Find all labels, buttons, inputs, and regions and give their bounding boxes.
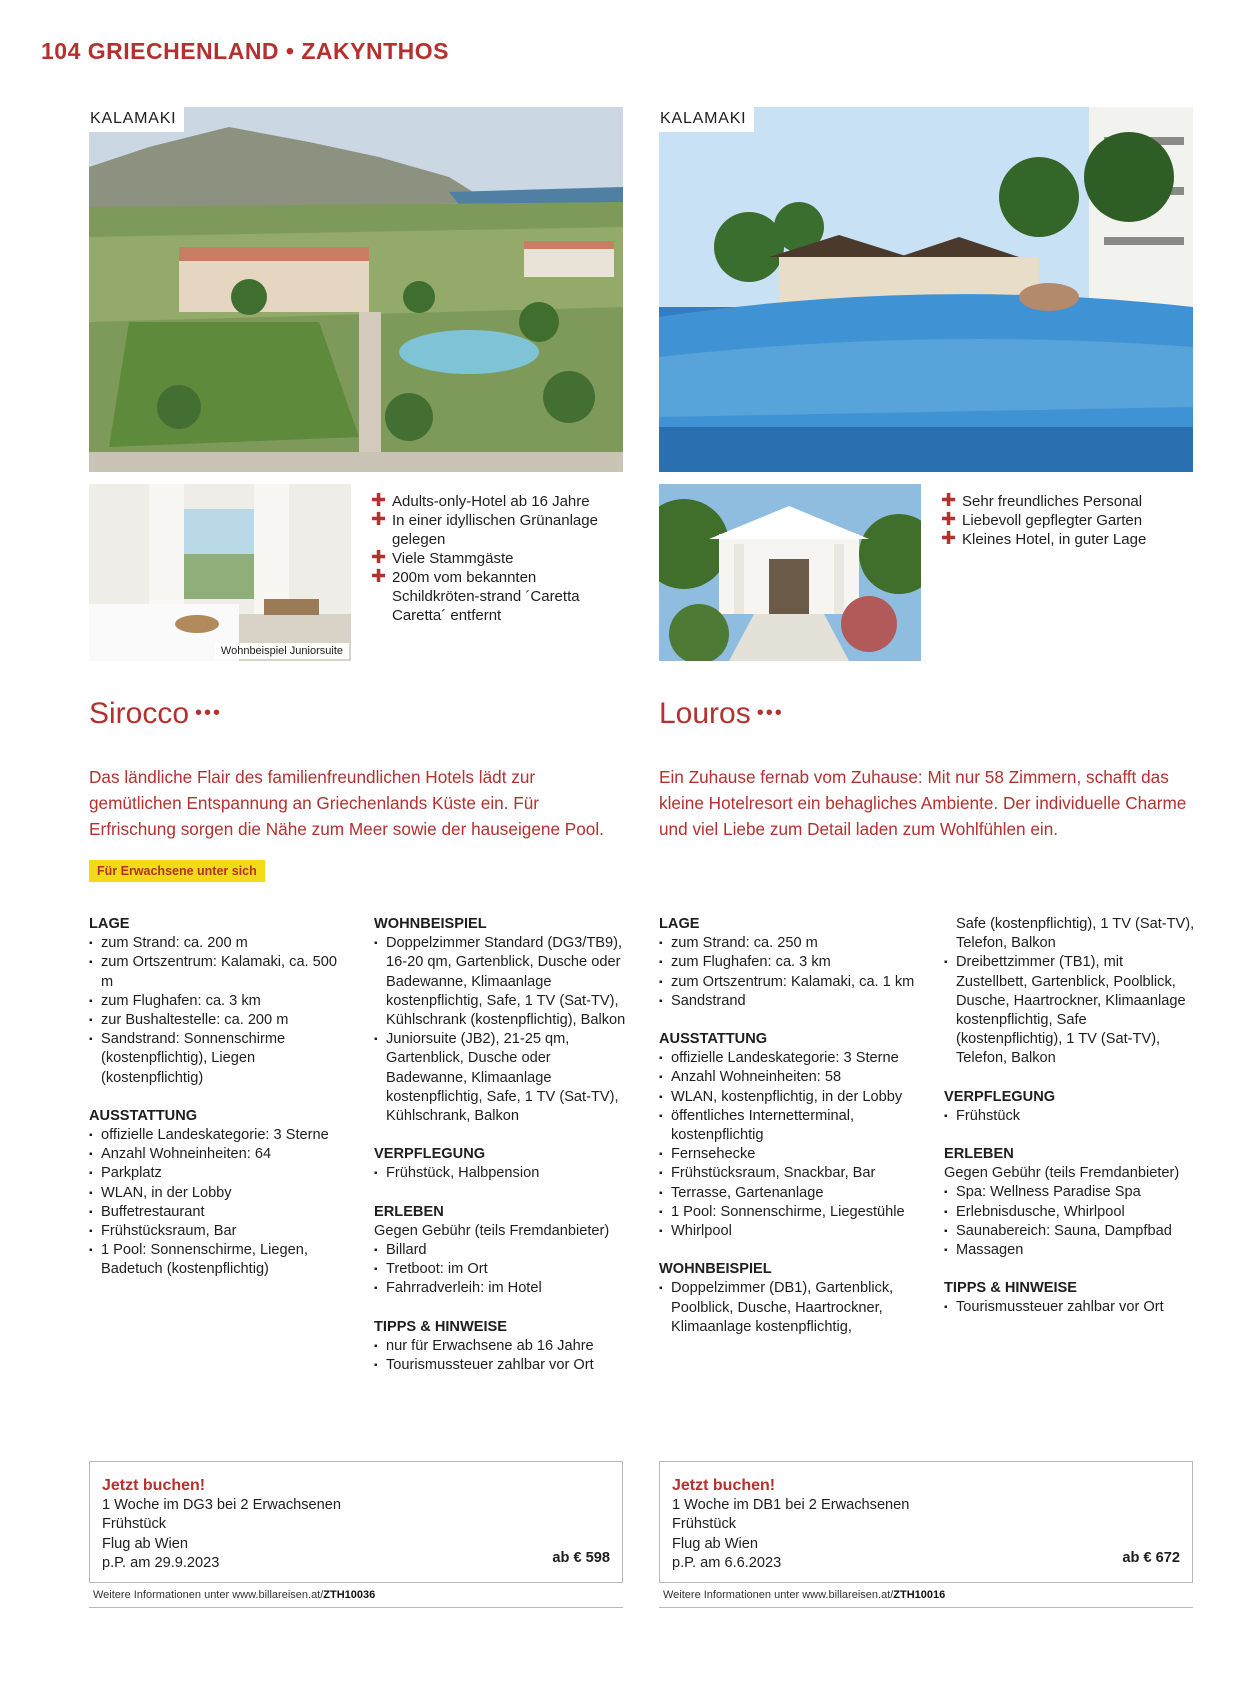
list-item: ▪ zum Ortszentrum: Kalamaki, ca. 500 m: [89, 953, 351, 991]
highlight-item: ✚ Adults-only-Hotel ab 16 Jahre: [371, 490, 590, 510]
list-item: ▪ Frühstücksraum, Snackbar, Bar: [659, 1164, 921, 1183]
wohnbeispiel-list: [659, 1279, 921, 1337]
pool-image: [659, 107, 1193, 472]
star-rating: •••: [195, 702, 223, 724]
more-info-line: Weitere Informationen unter www.billareisen.at/ZTH10036: [89, 1585, 623, 1608]
section-heading: LAGE: [659, 916, 700, 932]
offer-code-link[interactable]: ZTH10036: [323, 1589, 376, 1601]
thumb-caption: Wohnbeispiel Juniorsuite: [215, 643, 349, 659]
plus-icon: ✚: [941, 528, 957, 548]
star-rating: •••: [756, 702, 784, 724]
list-item: ▪ Fernsehecke: [659, 1145, 921, 1164]
list-item: ▪ Sandstrand: [659, 992, 921, 1011]
plus-icon: ✚: [371, 547, 387, 567]
highlights-list: [941, 492, 1193, 549]
section-heading: TIPPS & HINWEISE: [944, 1280, 1077, 1297]
list-item: ▪ Tourismussteuer zahlbar vor Ort: [944, 1298, 1196, 1317]
aerial-hotel-image: [89, 107, 623, 472]
list-item: ▪ Anzahl Wohneinheiten: 64: [89, 1145, 351, 1164]
list-item: ▪ Tourismussteuer zahlbar vor Ort: [374, 1356, 626, 1375]
highlight-item: ✚ Liebevoll gepflegter Garten: [941, 509, 1143, 529]
list-item: ▪ öffentliches Internetterminal, kostenpflichtig: [659, 1107, 921, 1145]
section-heading: WOHNBEISPIEL: [659, 1261, 772, 1278]
highlight-item: ✚ Viele Stammgäste: [371, 547, 514, 567]
booking-line: 1 Woche im DB1 bei 2 Erwachsenen: [672, 1497, 910, 1514]
erleben-intro: Gegen Gebühr (teils Fremdanbieter): [944, 1165, 1180, 1182]
booking-line: Flug ab Wien: [672, 1535, 758, 1552]
info-column-right: [944, 915, 1196, 1337]
list-item: ▪ Massagen: [944, 1241, 1196, 1260]
tipps-list: [944, 1298, 1196, 1317]
section-heading: ERLEBEN: [374, 1203, 444, 1220]
highlight-item: ✚ Sehr freundliches Personal: [941, 490, 1143, 510]
erleben-intro: Gegen Gebühr (teils Fremdanbieter): [374, 1222, 610, 1239]
list-item: ▪ nur für Erwachsene ab 16 Jahre: [374, 1337, 626, 1356]
highlight-item: ✚ In einer idyllischen Grünanlage gelegen: [371, 509, 598, 548]
section-heading: AUSSTATTUNG: [659, 1031, 768, 1048]
tipps-list: [374, 1337, 626, 1375]
list-item: ▪ Frühstück: [944, 1107, 1196, 1126]
erleben-list: [374, 1241, 626, 1299]
sirocco-room-photo: [89, 484, 351, 661]
list-item: ▪ WLAN, kostenpflichtig, in der Lobby: [659, 1088, 921, 1107]
louros-hero-photo: [659, 107, 1193, 472]
offer-code-link[interactable]: ZTH10016: [893, 1589, 946, 1601]
location-label: KALAMAKI: [659, 107, 754, 132]
info-column-left: [89, 915, 351, 1299]
list-item: ▪ zum Strand: ca. 250 m: [659, 934, 921, 953]
location-label: KALAMAKI: [89, 107, 184, 132]
list-item: ▪ Spa: Wellness Paradise Spa: [944, 1183, 1196, 1202]
list-item: ▪ Terrasse, Gartenanlage: [659, 1184, 921, 1203]
plus-icon: ✚: [941, 490, 957, 510]
list-item: ▪ Sandstrand: Sonnenschirme (kostenpflichtig), Liegen (kostenpflichtig): [89, 1030, 351, 1088]
list-item: ▪ zum Flughafen: ca. 3 km: [659, 953, 921, 972]
list-item-continued: Safe (kostenpflichtig), 1 TV (Sat-TV), Telefon, Balkon: [956, 916, 1195, 952]
lage-list: [659, 934, 921, 1011]
booking-line: Frühstück: [102, 1516, 167, 1533]
hotel-name: Louros •••: [659, 697, 784, 730]
list-item: ▪ offizielle Landeskategorie: 3 Sterne: [89, 1126, 351, 1145]
section-heading: AUSSTATTUNG: [89, 1107, 198, 1124]
list-item: ▪ zur Bushaltestelle: ca. 200 m: [89, 1011, 351, 1030]
ausstattung-list: [89, 1126, 351, 1280]
list-item: ▪ Parkplatz: [89, 1164, 351, 1183]
list-item: ▪ Frühstück, Halbpension: [374, 1164, 626, 1183]
list-item: ▪ Tretboot: im Ort: [374, 1260, 626, 1279]
booking-line: 1 Woche im DG3 bei 2 Erwachsenen: [102, 1497, 342, 1514]
entrance-image: [659, 484, 921, 661]
section-heading: LAGE: [89, 916, 130, 932]
highlights-list: [371, 492, 623, 625]
info-column-left: [659, 915, 921, 1356]
page-number: 104: [41, 38, 81, 64]
more-info-line: Weitere Informationen unter www.billareisen.at/ZTH10016: [659, 1585, 1193, 1608]
booking-line: p.P. am 29.9.2023: [102, 1554, 220, 1571]
section-heading: WOHNBEISPIEL: [374, 916, 487, 932]
list-item: ▪ Juniorsuite (JB2), 21-25 qm, Gartenblick, Dusche oder Badewanne, Klimaanlage kostenpflichtig, Safe, 1 TV (Sat-TV), Kühlschrank, Balkon: [374, 1030, 626, 1126]
ausstattung-list: [659, 1049, 921, 1241]
verpflegung-list: [944, 1107, 1196, 1126]
section-heading: TIPPS & HINWEISE: [374, 1318, 507, 1335]
list-item: ▪ Buffetrestaurant: [89, 1203, 351, 1222]
booking-price: ab € 672: [1122, 1549, 1180, 1566]
wohnbeispiel-list-continued: [944, 915, 1196, 1069]
section-heading: VERPFLEGUNG: [374, 1146, 486, 1163]
booking-box[interactable]: [89, 1461, 623, 1583]
hotel-sirocco: [89, 0, 626, 1687]
lage-list: [89, 934, 351, 1088]
booking-price: ab € 598: [552, 1549, 610, 1566]
list-item: ▪ zum Flughafen: ca. 3 km: [89, 992, 351, 1011]
list-item: ▪ Doppelzimmer Standard (DG3/TB9), 16-20 qm, Gartenblick, Dusche oder Badewanne, Klimaanlage kostenpflichtig, Safe, 1 TV (Sat-TV), Kühlschrank (kostenpflichtig), Balkon: [374, 934, 626, 1030]
list-item: ▪ Billard: [374, 1241, 626, 1260]
region-title: GRIECHENLAND • ZAKYNTHOS: [87, 38, 449, 64]
wohnbeispiel-list: [374, 934, 626, 1126]
list-item: ▪ zum Strand: ca. 200 m: [89, 934, 351, 953]
list-item: ▪ offizielle Landeskategorie: 3 Sterne: [659, 1049, 921, 1068]
list-item: ▪ Saunabereich: Sauna, Dampfbad: [944, 1222, 1196, 1241]
erleben-list: [944, 1183, 1196, 1260]
section-heading: VERPFLEGUNG: [944, 1088, 1056, 1105]
list-item: ▪ Anzahl Wohneinheiten: 58: [659, 1068, 921, 1087]
plus-icon: ✚: [941, 509, 957, 529]
room-image: [89, 484, 351, 661]
hotel-intro: Das ländliche Flair des familienfreundlichen Hotels lädt zur gemütlichen Entspannung an Griechenlands Küste ein. Für Erfrischung sorgen die Nähe zum Meer sowie der hauseigene Pool.: [89, 767, 604, 839]
list-item: ▪ Erlebnisdusche, Whirlpool: [944, 1203, 1196, 1222]
hotel-louros: [659, 0, 1193, 1687]
list-item: ▪ 1 Pool: Sonnenschirme, Liegen, Badetuch (kostenpflichtig): [89, 1241, 351, 1279]
list-item: ▪ Frühstücksraum, Bar: [89, 1222, 351, 1241]
list-item: ▪ Doppelzimmer (DB1), Gartenblick, Poolblick, Dusche, Haartrockner, Klimaanlage kostenpflichtig,: [659, 1279, 921, 1337]
list-item: ▪ Fahrradverleih: im Hotel: [374, 1279, 626, 1298]
hotel-intro: Ein Zuhause fernab vom Zuhause: Mit nur 58 Zimmern, schafft das kleine Hotelresort ein behagliches Ambiente. Der individuelle Charme und viel Liebe zum Detail laden zum Wohlfühlen ein.: [659, 767, 1187, 839]
highlight-item: ✚ 200m vom bekannten Schildkröten-strand ´Caretta Caretta´ entfernt: [371, 566, 580, 624]
plus-icon: ✚: [371, 566, 387, 586]
booking-title[interactable]: Jetzt buchen!: [672, 1477, 776, 1494]
plus-icon: ✚: [371, 490, 387, 510]
booking-line: Flug ab Wien: [102, 1535, 188, 1552]
highlight-item: ✚ Kleines Hotel, in guter Lage: [941, 528, 1147, 548]
plus-icon: ✚: [371, 509, 387, 529]
adults-badge: Für Erwachsene unter sich: [89, 860, 265, 882]
info-column-right: [374, 915, 626, 1394]
booking-box[interactable]: [659, 1461, 1193, 1583]
verpflegung-list: [374, 1164, 626, 1183]
list-item: ▪ zum Ortszentrum: Kalamaki, ca. 1 km: [659, 973, 921, 992]
list-item: ▪ Whirlpool: [659, 1222, 921, 1241]
list-item: ▪ Dreibettzimmer (TB1), mit Zustellbett, Gartenblick, Poolblick, Dusche, Haartrockner, Klimaanlage kostenpflichtig, Safe (kostenpflichtig), 1 TV (Sat-TV), Telefon, Balkon: [944, 953, 1196, 1068]
list-item: ▪ WLAN, in der Lobby: [89, 1184, 351, 1203]
list-item: ▪ 1 Pool: Sonnenschirme, Liegestühle: [659, 1203, 921, 1222]
booking-line: p.P. am 6.6.2023: [672, 1554, 782, 1571]
booking-title[interactable]: Jetzt buchen!: [102, 1477, 206, 1494]
section-heading: ERLEBEN: [944, 1146, 1014, 1163]
louros-entrance-photo: [659, 484, 921, 661]
hotel-name: Sirocco •••: [89, 697, 223, 730]
sirocco-hero-photo: [89, 107, 623, 472]
booking-line: Frühstück: [672, 1516, 737, 1533]
